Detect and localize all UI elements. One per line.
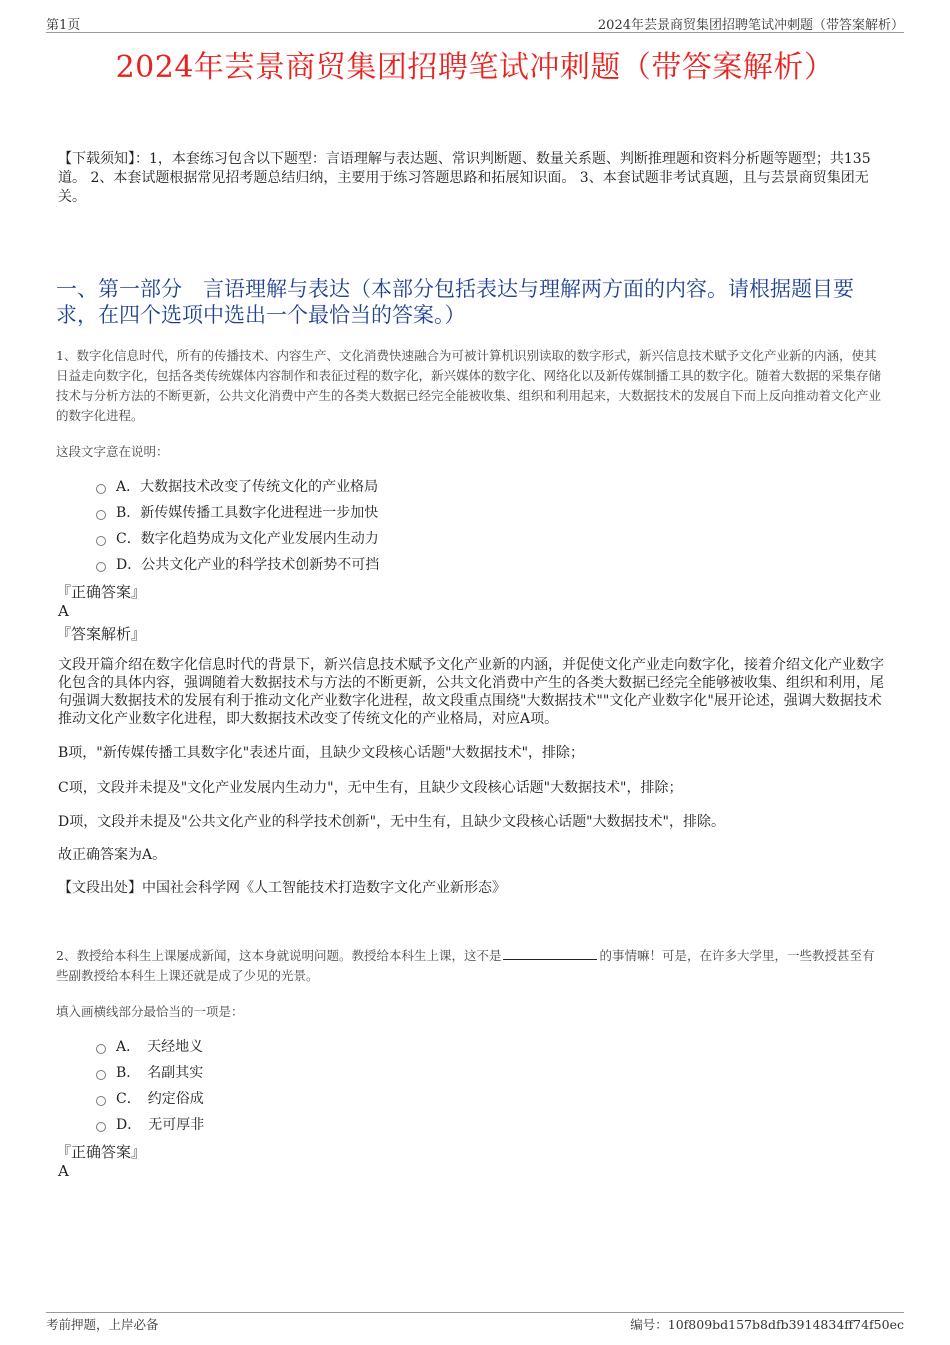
section-heading: 一、第一部分 言语理解与表达（本部分包括表达与理解两方面的内容。请根据题目要求，在四个选项中选出一个最恰当的答案。）: [56, 277, 854, 327]
question-1-option-c[interactable]: [96, 528, 379, 548]
question-2-option-c[interactable]: [96, 1088, 204, 1108]
radio-button[interactable]: [96, 1096, 106, 1106]
question-2-option-a[interactable]: [96, 1036, 203, 1056]
question-1-answer-label: 『正确答案』: [56, 583, 147, 601]
footer-serial-number: 编号：10f809bd157b8dfb3914834ff74f50ec: [630, 1317, 904, 1332]
question-1-option-b[interactable]: [96, 502, 378, 522]
option-label: A．大数据技术改变了传统文化的产业格局: [116, 479, 379, 495]
analysis-conclusion: 故正确答案为A。: [58, 847, 167, 863]
question-2-option-b[interactable]: [96, 1062, 203, 1082]
option-label: C． 约定俗成: [116, 1091, 204, 1107]
option-label: D． 无可厚非: [116, 1117, 205, 1133]
question-1-answer: A: [58, 602, 69, 620]
radio-button[interactable]: [96, 1070, 106, 1080]
radio-button[interactable]: [96, 484, 106, 494]
question-1-prompt: 这段文字意在说明：: [56, 444, 169, 459]
question-2-text-after: 的事情嘛！可是，在许多大学里，一些教授甚至有些副教授给本科生上课还就是成了少见的光景。: [56, 948, 875, 983]
option-label: B． 名副其实: [116, 1065, 204, 1081]
question-2-text: [56, 946, 886, 986]
option-label: C．数字化趋势成为文化产业发展内生动力: [116, 531, 379, 547]
radio-button[interactable]: [96, 510, 106, 520]
radio-button[interactable]: [96, 536, 106, 546]
question-2-answer-label: 『正确答案』: [56, 1143, 147, 1161]
document-title: 2024年芸景商贸集团招聘笔试冲刺题（带答案解析）: [115, 50, 835, 85]
header-divider: [46, 32, 904, 33]
analysis-paragraph: C项，文段并未提及"文化产业发展内生动力"，无中生有，且缺少文段核心话题"大数据技术"，排除；: [58, 780, 683, 796]
option-label: B．新传媒传播工具数字化进程进一步加快: [116, 505, 379, 521]
analysis-paragraph: B项，"新传媒传播工具数字化"表述片面，且缺少文段核心话题"大数据技术"，排除；: [58, 745, 585, 761]
question-2-text-before: 2、教授给本科生上课屡成新闻，这本身就说明问题。教授给本科生上课，这不是: [56, 948, 502, 963]
radio-button[interactable]: [96, 1122, 106, 1132]
analysis-paragraph: 文段开篇介绍在数字化信息时代的背景下，新兴信息技术赋予文化产业新的内涵，并促使文化产业走向数字化，接着介绍文化产业数字化包含的具体内容，强调随着大数据技术与方法的不断更新，公共文化消费中产生的各类大数据已经完全能够被收集、组织和利用，尾句强调大数据技术的发展有利于推动文化产业数字化进程，故文段重点围绕"大数据技术""文化产业数字化"展开论述，强调大数据技术推动文化产业数字化进程，即大数据技术改变了传统文化的产业格局，对应A项。: [58, 657, 884, 727]
option-label: D．公共文化产业的科学技术创新势不可挡: [116, 557, 380, 573]
question-1-option-d[interactable]: [96, 554, 379, 574]
analysis-paragraph: D项，文段并未提及"公共文化产业的科学技术创新"，无中生有，且缺少文段核心话题"大数据技术"，排除。: [58, 814, 725, 830]
page-number: 第1页: [46, 18, 81, 33]
fill-in-blank: [503, 947, 597, 960]
footer-slogan: 考前押题，上岸必备: [46, 1317, 159, 1332]
radio-button[interactable]: [96, 1044, 106, 1054]
header-doc-title: 2024年芸景商贸集团招聘笔试冲刺题（带答案解析）: [597, 18, 904, 33]
question-2-option-d[interactable]: [96, 1114, 204, 1134]
option-label: A． 天经地义: [116, 1039, 204, 1055]
question-2-answer: A: [58, 1162, 69, 1180]
question-1-analysis-label: 『答案解析』: [56, 625, 147, 643]
question-1-source: 【文段出处】中国社会科学网《人工智能技术打造数字文化产业新形态》: [58, 880, 506, 896]
download-notice: 【下载须知】：1，本套练习包含以下题型：言语理解与表达题、常识判断题、数量关系题、判断推理题和资料分析题等题型；共135道。 2、本套试题根据常见招考题总结归纳，主要用于练习答题思路和拓展知识面。 3、本套试题非考试真题，且与芸景商贸集团无关。: [58, 151, 871, 205]
question-1-text: 1、数字化信息时代，所有的传播技术、内容生产、文化消费快速融合为可被计算机识别读取的数字形式，新兴信息技术赋予文化产业新的内涵，使其日益走向数字化，包括各类传统媒体内容制作和表征过程的数字化，新兴媒体的数字化、网络化以及新传媒制播工具的数字化。随着大数据的采集存储技术与分析方法的不断更新，公共文化消费中产生的各类大数据已经完全能被收集、组织和利用起来，大数据技术的发展自下而上反向推动着文化产业的数字化进程。: [56, 348, 882, 423]
radio-button[interactable]: [96, 562, 106, 572]
question-2-prompt: 填入画横线部分最恰当的一项是：: [56, 1004, 244, 1019]
question-1-option-a[interactable]: [96, 476, 378, 496]
footer-divider: [46, 1312, 904, 1313]
